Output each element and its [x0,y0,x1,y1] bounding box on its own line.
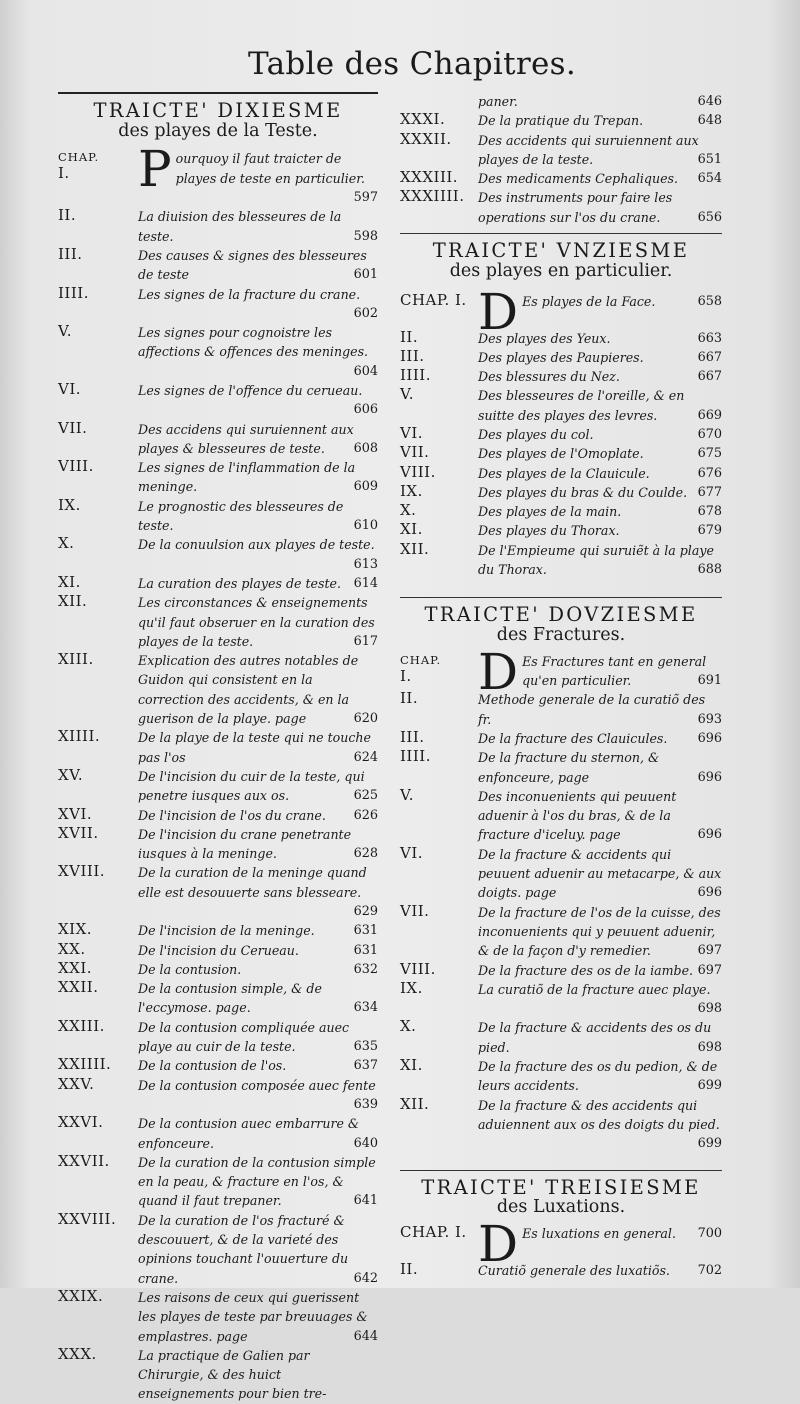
chapter-number: X. [400,1017,417,1036]
page-number: 608 [353,440,378,456]
treatise-title: TRAICTE' DOVZIESME [424,603,698,627]
page-number: 698 [697,1039,722,1055]
chapter-text: Des blesseures de l'oreille, & en suitte des playes des levres. [478,388,685,423]
chapter-number: XXIII. [58,1016,105,1035]
chapter-number: XII. [58,592,88,611]
chapter-entry [400,131,722,170]
chapter-number: XIX. [58,920,93,939]
chapter-entry [58,497,378,536]
treatise-heading [400,604,722,645]
page-number: 678 [697,504,722,520]
chapter-entry [400,1018,722,1057]
chapter-text: De la curation de la meninge quand elle est desouuerte sans blesseare. [138,865,367,900]
page-number: 670 [697,426,722,442]
treatise-title: TRAICTE' TREISIESME [421,1175,701,1199]
chapter-list [400,111,722,227]
chapter-entry [400,348,722,367]
page-number: 625 [353,788,378,804]
chapter-text: Le prognostic des blesseures de teste. [138,498,344,534]
chapter-text: Les signes de l'offence du cerueau. [138,382,363,398]
chapter-entry [58,806,378,825]
chapter-number: XXIIII. [58,1055,112,1074]
page-title: Table des Chapitres. [248,46,576,82]
page-number: 654 [697,171,722,187]
page-number: 699 [697,1078,722,1094]
chapter-text: De la fracture de l'os de la cuisse, des inconuenients qui y peuuent aduenir, & de la façon d'y remedier. [478,904,721,959]
chapter-number: IIII. [400,747,431,766]
chapter-entry [400,169,722,188]
chapter-entry [400,92,722,111]
chapter-text: La practique de Galien par Chirurgie, & des huict enseignements pour bien tre- [138,1347,327,1402]
right-column [400,92,722,1280]
left-column [58,92,378,1404]
chapter-entry [400,464,722,483]
chapter-text: Des instruments pour faire les operations sur l'os du crane. [478,190,673,225]
chapter-text: De la contusion de l'os. [138,1058,287,1074]
treatise-subtitle: des Luxations. [496,1197,626,1218]
chapter-number: XIII. [58,650,94,669]
chapter-entry [58,381,378,420]
chapter-text: Des blessures du Nez. [478,369,620,385]
chapter-entry [58,535,378,574]
chapter-text: Es luxations en general. [522,1225,676,1241]
page-number: 629 [353,904,378,919]
chapter-text: De la contusion. [138,961,242,977]
chapter-entry [58,921,378,940]
chapter-entry [400,425,722,444]
page-number: 675 [697,446,722,462]
chapter-entry [58,651,378,728]
page-number: 656 [697,209,722,225]
chapter-text: De l'incision du crane penetrante iusques à la meninge. [138,826,352,862]
chapter-text: Des playes du Thorax. [478,523,620,539]
chapter-text: Des playes de la Clauicule. [478,465,650,481]
chapter-text: Des playes du col. [478,426,594,442]
chapter-text: La curatiõ de la fracture auec playe. [478,981,711,997]
chapter-number: IIII. [58,283,89,302]
page-number: 613 [353,556,378,572]
chapter-entry [58,825,378,864]
chapter-entry [400,502,722,521]
chapter-number: V. [400,785,414,804]
page-number: 646 [697,94,722,109]
chapter-entry [400,787,722,845]
chapter-number: XXI. [58,958,93,977]
chapter-number: XI. [400,1056,423,1075]
page-number: 609 [353,479,378,495]
page-number: 617 [353,633,378,649]
chapter-text: De l'incision du Cerueau. [138,942,299,958]
page-number: 631 [353,942,378,958]
chapter-entry [400,980,722,1019]
chapter-number: XX. [58,939,86,958]
chapter-text: Des playes des Paupieres. [478,349,644,365]
page-number: 604 [353,363,378,379]
chapter-number: V. [58,322,72,341]
page-number: 637 [353,1058,378,1074]
page-number: 669 [697,407,722,423]
chapter-number: XI. [58,572,81,591]
drop-capital: D [478,642,519,701]
chapter-number: XIIII. [58,727,101,746]
chapter-number: VIII. [58,457,94,476]
chapter-text: Curatiõ generale des luxatiõs. [478,1262,670,1278]
chapter-label: CHAP. [400,652,442,667]
chapter-number: VI. [58,379,82,398]
treatise-title: TRAICTE' VNZIESME [432,239,690,263]
page-number: 651 [697,151,722,167]
chapter-text: Des playes des Yeux. [478,330,611,346]
chapter-number: IX. [400,978,423,997]
chapter-number: XVII. [58,823,99,842]
chapter-entry [400,690,722,729]
chapter-number: XXXII. [400,129,452,148]
chapter-list [400,282,722,580]
page-number: 631 [353,923,378,939]
chapter-number: X. [58,534,75,553]
chapter-label: CHAP. [58,150,100,165]
chapter-entry [58,458,378,497]
chapter-number: XXVII. [58,1151,110,1170]
page-number: 677 [697,484,722,500]
chapter-number: II. [400,689,419,708]
chapter-entry [58,1018,378,1057]
divider [400,233,722,234]
chapter-number: XXXIIII. [400,187,465,206]
chapter-entry [400,367,722,386]
chapter-entry [400,845,722,903]
chapter-entry [400,483,722,502]
chapter-number: VI. [400,843,424,862]
chapter-text: Explication des autres notables de Guidon qui consistent en la correction des accidents, & en la guerison de la playe. page [138,653,359,727]
chapter-number: XXIX. [58,1286,104,1305]
page-number: 634 [353,1000,378,1016]
drop-capital: P [138,140,172,199]
chapter-text: De la pratique du Trepan. [478,113,644,129]
page-number: 663 [697,330,722,346]
chapter-text: De l'incision de l'os du crane. [138,807,326,823]
chapter-text: Des medicaments Cephaliques. [478,171,679,187]
chapter-text: Les signes de l'inflammation de la meninge. [138,460,356,495]
chapter-number: XXXIII. [400,168,459,187]
chapter-entry [400,188,722,227]
chapter-number: I. [58,164,70,183]
chapter-number: XII. [400,539,430,558]
chapter-entry [58,140,378,207]
chapter-entry [400,961,722,980]
page-number: 658 [697,293,722,309]
page-number: 598 [353,228,378,244]
chapter-number: II. [400,327,419,346]
chapter-number: XII. [400,1094,430,1113]
chapter-text: Des playes de l'Omoplate. [478,446,644,462]
chapter-number: XXV. [58,1074,95,1093]
chapter-entry [58,574,378,593]
chapter-entry [58,1346,378,1404]
treatise-subtitle: des playes de la Teste. [118,120,318,141]
page-number: 606 [353,402,378,418]
chapter-text: De l'incision du cuir de la teste, qui penetre iusques aux os. [138,768,365,804]
chapter-number: XXX. [58,1344,97,1363]
chapter-entry [400,1057,722,1096]
chapter-entry [58,979,378,1018]
page-number: 696 [697,827,722,843]
chapter-list [58,140,378,1403]
treatise-heading [400,1177,722,1218]
chapter-text: De l'Empieume qui suruiẽt à la playe du Thorax. [478,542,714,578]
chapter-list [400,1214,722,1280]
treatise-subtitle: des Fractures. [496,625,626,646]
chapter-entry [400,903,722,961]
chapter-text: Es playes de la Face. [522,293,656,309]
chapter-number: VII. [400,443,430,462]
chapter-number: XXVIII. [58,1209,117,1228]
page-number: 679 [697,523,722,539]
chapter-text: La diuision des blesseures de la teste. [138,209,342,244]
chapter-text: Methode generale de la curatiõ des fr. [478,692,706,727]
page-number: 667 [697,369,722,385]
chapter-entry [58,728,378,767]
chapter-entry [58,246,378,285]
chapter-entry [58,323,378,381]
chapter-text: Des playes du bras & du Coulde. [478,484,688,500]
page-number: 610 [353,518,378,534]
drop-capital: D [478,1214,519,1273]
chapter-number: IIII. [400,366,431,385]
page-number: 640 [353,1135,378,1151]
chapter-entry [58,593,378,651]
chapter-text: Les signes de la fracture du crane. [138,286,361,302]
page-number: 667 [697,349,722,365]
treatise-heading [400,240,722,281]
page-number: 628 [353,846,378,862]
chapter-entry [400,748,722,787]
page-number: 626 [353,807,378,823]
treatise-heading [58,100,378,141]
chapter-entry [58,1076,378,1115]
page-number: 698 [697,1001,722,1017]
page-number: 648 [697,113,722,129]
chapter-text: De la fracture du sternon, & enfonceure, page [478,750,660,785]
chapter-text: De la fracture des os de la iambe. [478,962,694,978]
chapter-entry [400,521,722,540]
chapter-number: CHAP. I. [400,1222,467,1241]
chapter-number: CHAP. I. [400,290,467,309]
chapter-text: paner. [478,94,518,109]
page-number: 635 [353,1039,378,1055]
chapter-text: Des playes de la main. [478,504,622,520]
chapter-number: IX. [58,495,81,514]
divider [400,597,722,598]
chapter-number: XI. [400,520,423,539]
chapter-number: III. [58,244,83,263]
divider [400,1170,722,1171]
drop-capital: D [478,282,519,341]
chapter-number: XXII. [58,978,99,997]
page-number: 702 [697,1262,722,1278]
chapter-entry [400,111,722,130]
chapter-number: VIII. [400,959,436,978]
chapter-entry [58,1114,378,1153]
chapter-number: XVIII. [58,862,106,881]
chapter-number: I. [400,666,412,685]
page-number: 688 [697,562,722,578]
divider [58,92,378,94]
chapter-entry [400,541,722,580]
chapter-text: La curation des playes de teste. [138,575,341,591]
page-number: 700 [697,1225,722,1241]
chapter-entry [400,729,722,748]
chapter-text: Les circonstances & enseignements qu'il faut obseruer en la curation des playes de la teste. [138,595,375,649]
page-number: 699 [697,1136,722,1152]
chapter-text: De la curation de l'os fracturé & descouuert, & de la varieté des opinions touchant l'ouuerture du crane. [138,1212,349,1286]
chapter-text: ourquoy il faut traicter de playes de teste en particulier. [175,151,365,186]
page-number: 696 [697,769,722,785]
page-number: 639 [353,1096,378,1112]
chapter-text: De la playe de la teste qui ne touche pas l'os [138,730,371,765]
page-number: 697 [697,962,722,978]
chapter-number: III. [400,346,425,365]
chapter-number: II. [58,206,77,225]
chapter-entry [58,941,378,960]
page-number: 693 [697,711,722,727]
chapter-number: III. [400,727,425,746]
chapter-number: VIII. [400,462,436,481]
chapter-entry [58,285,378,324]
page-number: 691 [697,673,722,689]
page-number: 642 [353,1270,378,1286]
chapter-text: Des accidens qui suruiennent aux playes & blesseures de teste. [138,421,354,456]
chapter-entry [58,1153,378,1211]
chapter-text: De la fracture & accidents qui peuuent aduenir au metacarpe, & aux doigts. page [478,846,722,901]
chapter-entry [58,1211,378,1288]
page-number: 620 [353,711,378,727]
chapter-text: Des inconuenients qui peuuent aduenir à l'os du bras, & de la fracture d'iceluy. page [478,788,677,843]
chapter-number: VII. [58,418,88,437]
chapter-number: XVI. [58,804,93,823]
chapter-number: V. [400,385,414,404]
page-number: 696 [697,885,722,901]
chapter-text: De la contusion composée auec fente [138,1077,376,1093]
chapter-text: De la fracture des os du pedion, & de leurs accidents. [478,1059,718,1094]
chapter-text: Des accidents qui suruiennent aux playes de la teste. [478,132,699,167]
chapter-text: De l'incision de la meninge. [138,923,315,939]
chapter-list [400,642,722,1154]
chapter-number: XXXI. [400,110,446,129]
chapter-number: IX. [400,481,423,500]
page-number: 624 [353,749,378,765]
chapter-text: De la contusion compliquée auec playe au cuir de la teste. [138,1019,350,1055]
chapter-entry [400,386,722,425]
chapter-entry [400,1261,722,1280]
chapter-text: De la curation de la contusion simple en la peau, & fracture en l'os, & quand il faut trepaner. [138,1154,376,1209]
page-number: 601 [353,267,378,283]
chapter-entry [58,1056,378,1075]
chapter-text: Es Fractures tant en general qu'en particulier. [522,653,707,689]
chapter-text: De la contusion simple, & de l'eccymose. page. [138,981,322,1016]
page-number: 676 [697,465,722,481]
chapter-text: Des causes & signes des blesseures de teste [138,247,367,283]
chapter-number: VI. [400,423,424,442]
chapter-entry [58,1288,378,1346]
page-number: 614 [353,575,378,591]
chapter-entry [58,420,378,459]
page-number: 697 [697,943,722,959]
chapter-entry [58,207,378,246]
treatise-title: TRAICTE' DIXIESME [93,99,343,122]
chapter-text: Les signes pour cognoistre les affections & offences des meninges. [138,325,369,360]
chapter-entry [58,863,378,921]
chapter-text: De la fracture & accidents des os du pied. [478,1020,712,1055]
chapter-entry [58,767,378,806]
page-number: 696 [697,730,722,746]
chapter-text: De la fracture des Clauicules. [478,730,668,746]
page-number: 641 [353,1193,378,1209]
treatise-subtitle: des playes en particulier. [449,260,673,281]
chapter-number: XXVI. [58,1113,104,1132]
chapter-number: X. [400,501,417,520]
page-number: 597 [353,190,378,206]
chapter-entry [400,1096,722,1154]
chapter-text: De la contusion auec embarrure & enfonceure. [138,1116,360,1151]
page-number: 632 [353,961,378,977]
page-number: 644 [353,1328,378,1344]
chapter-entry [58,960,378,979]
chapter-number: II. [400,1259,419,1278]
page-number: 602 [353,305,378,321]
chapter-entry [400,444,722,463]
chapter-entry [400,329,722,348]
chapter-number: VII. [400,901,430,920]
chapter-text: De la fracture & des accidents qui aduiennent aux os des doigts du pied. [478,1097,720,1132]
chapter-text: De la conuulsion aux playes de teste. [138,537,375,553]
chapter-text: Les raisons de ceux qui guerissent les playes de teste par breuuages & emplastres. page [138,1289,368,1344]
chapter-number: XV. [58,765,84,784]
